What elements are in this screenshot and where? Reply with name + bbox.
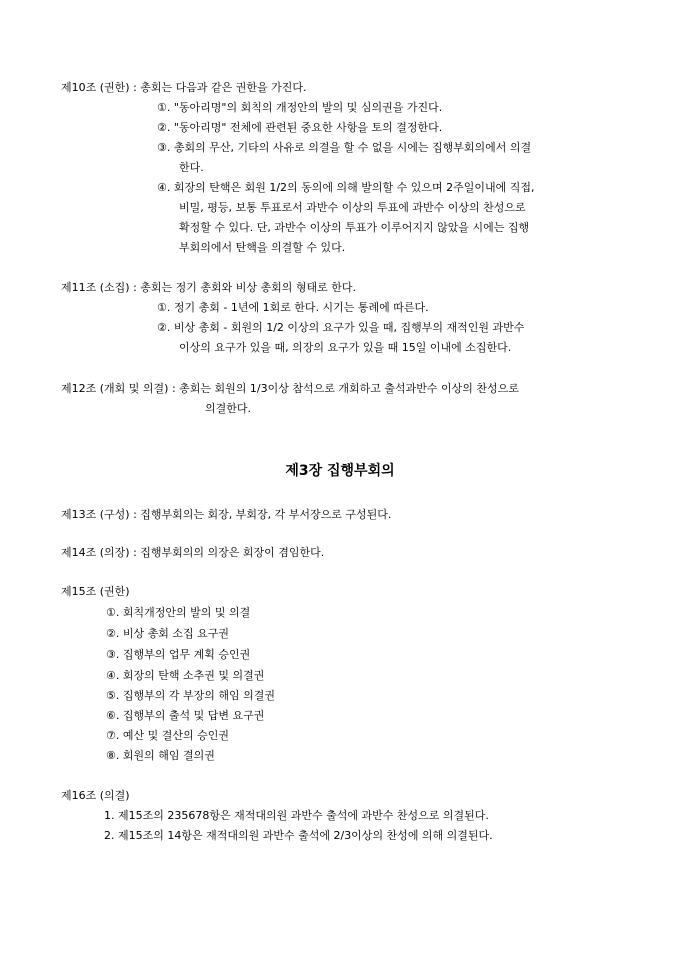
art10-heading: 제10조 (권한) : 총회는 다음과 같은 권한을 가진다. (61, 81, 307, 94)
art15-item: ④. 회장의 탄핵 소추권 및 의결권 (106, 669, 265, 682)
art10-item-2: ②. "동아리명" 전체에 관련된 중요한 사항을 토의 결정한다. (157, 121, 443, 134)
art11-item-1: ①. 정기 총회 - 1년에 1회로 한다. 시기는 통례에 따른다. (157, 301, 429, 314)
art12-cont: 의결한다. (205, 402, 252, 415)
art11-heading: 제11조 (소집) : 총회는 정기 총회와 비상 총회의 형태로 한다. (61, 281, 357, 294)
art15-heading: 제15조 (권한) (61, 585, 130, 598)
art16-heading: 제16조 (의결) (61, 789, 130, 802)
art16-item: 2. 제15조의 14항은 재적대의원 과반수 출석에 2/3이상의 찬성에 의해 의결된다. (104, 829, 493, 842)
chapter-title: 제3장 집행부회의 (285, 463, 395, 479)
art11-item-2-cont: 이상의 요구가 있을 때, 의장의 요구가 있을 때 15일 이내에 소집한다. (179, 341, 512, 354)
art15-item: ③. 집행부의 업무 계획 승인권 (106, 648, 251, 661)
art13: 제13조 (구성) : 집행부회의는 회장, 부회장, 각 부서장으로 구성된다. (61, 508, 392, 521)
art15-item: ⑦. 예산 및 결산의 승인권 (106, 729, 229, 742)
art15-item: ①. 회칙개정안의 발의 및 의결 (106, 606, 251, 619)
art16-item: 1. 제15조의 235678항은 재적대의원 과반수 출석에 과반수 찬성으로 의결된다. (104, 809, 489, 822)
art10-item-3-cont: 한다. (179, 161, 204, 174)
art10-item-1: ①. "동아리명"의 회칙의 개정안의 발의 및 심의권을 가진다. (157, 101, 443, 114)
art10-item-4-cont-1: 비밀, 평등, 보통 투표로서 과반수 이상의 투표에 과반수 이상의 찬성으로 (179, 201, 526, 214)
art12-heading: 제12조 (개회 및 의결) : 총회는 회원의 1/3이상 참석으로 개회하고 출석과반수 이상의 찬성으로 (61, 382, 519, 395)
art15-item: ⑧. 회원의 해임 결의권 (106, 749, 215, 762)
art15-item: ②. 비상 총회 소집 요구권 (106, 627, 229, 640)
art10-item-4-cont-2: 확정할 수 있다. 단, 과반수 이상의 투표가 이루어지지 않았을 시에는 집행 (179, 221, 530, 234)
art15-item: ⑥. 집행부의 출석 및 답변 요구권 (106, 709, 265, 722)
art15-item: ⑤. 집행부의 각 부장의 해임 의결권 (106, 689, 275, 702)
art14: 제14조 (의장) : 집행부회의의 의장은 회장이 겸임한다. (61, 546, 325, 559)
art10-item-4-cont-3: 부회의에서 탄핵을 의결할 수 있다. (179, 241, 346, 254)
art10-item-3: ③. 총회의 무산, 기타의 사유로 의결을 할 수 없을 시에는 집행부회의에서 의결 (157, 141, 532, 154)
art11-item-2: ②. 비상 총회 - 회원의 1/2 이상의 요구가 있을 때, 집행부의 재적인원 과반수 (157, 321, 525, 334)
art10-item-4: ④. 회장의 탄핵은 회원 1/2의 동의에 의해 발의할 수 있으며 2주일이내에 직접, (157, 181, 535, 194)
